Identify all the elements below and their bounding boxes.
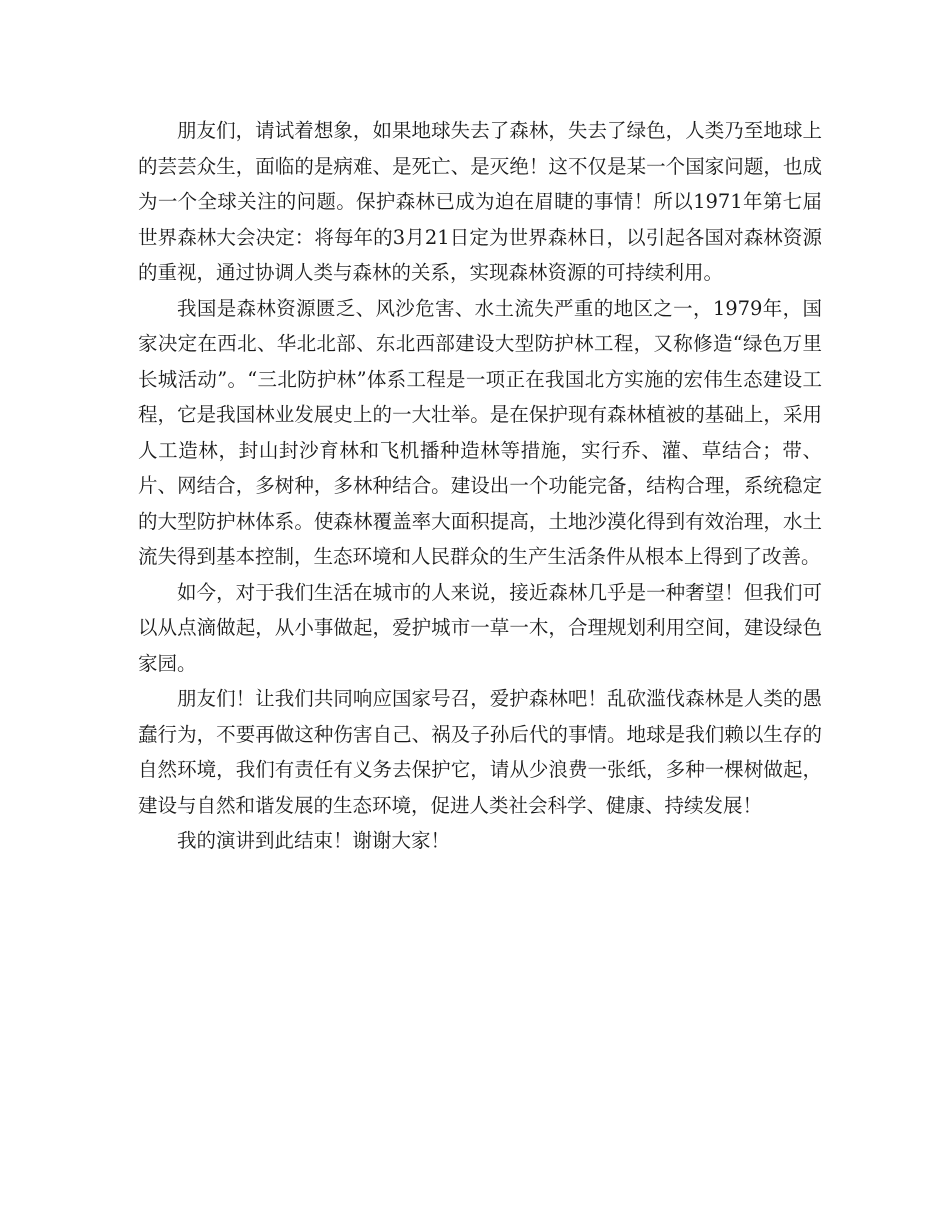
document-body <box>138 113 822 859</box>
paragraph-4: 朋友们！让我们共同响应国家号召，爱护森林吧！乱砍滥伐森林是人类的愚蠢行为，不要再做这种伤害自己、祸及子孙后代的事情。地球是我们赖以生存的自然环境，我们有责任有义务去保护它，请从少浪费一张纸，多种一棵树做起，建设与自然和谐发展的生态环境，促进人类社会科学、健康、持续发展！ <box>138 687 822 817</box>
paragraph-5: 我的演讲到此结束！谢谢大家！ <box>177 829 451 852</box>
paragraph-3: 如今，对于我们生活在城市的人来说，接近森林几乎是一种奢望！但我们可以从点滴做起，从小事做起，爱护城市一草一木，合理规划利用空间，建设绿色家园。 <box>138 580 822 675</box>
paragraph-2: 我国是森林资源匮乏、风沙危害、水土流失严重的地区之一，1979年，国家决定在西北、华北北部、东北西部建设大型防护林工程，又称修造“绿色万里长城活动”。“三北防护林”体系工程是一项正在我国北方实施的宏伟生态建设工程，它是我国林业发展史上的一大壮举。是在保护现有森林植被的基础上，采用人工造林，封山封沙育林和飞机播种造林等措施，实行乔、灌、草结合；带、片、网结合，多树种，多林种结合。建设出一个功能完备，结构合理，系统稳定的大型防护林体系。使森林覆盖率大面积提高，土地沙漠化得到有效治理，水土流失得到基本控制，生态环境和人民群众的生产生活条件从根本上得到了改善。 <box>138 296 822 568</box>
paragraph-1: 朋友们，请试着想象，如果地球失去了森林，失去了绿色，人类乃至地球上的芸芸众生，面临的是病难、是死亡、是灭绝！这不仅是某一个国家问题，也成为一个全球关注的问题。保护森林已成为迫在眉睫的事情！所以1971年第七届世界森林大会决定：将每年的3月21日定为世界森林日，以引起各国对森林资源的重视，通过协调人类与森林的关系，实现森林资源的可持续利用。 <box>138 119 822 284</box>
